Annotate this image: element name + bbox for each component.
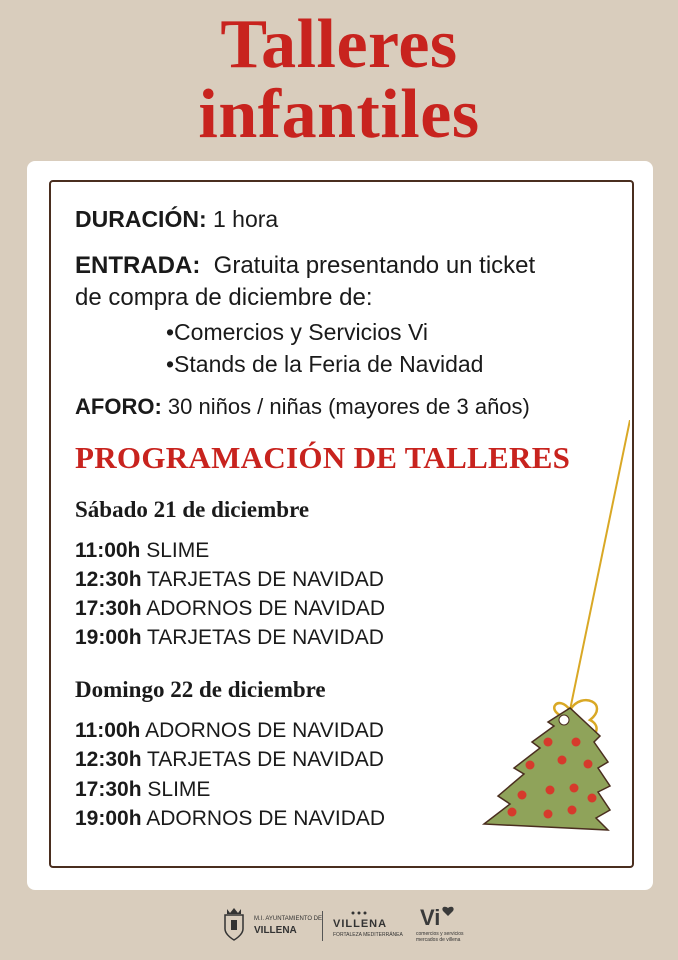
vi-logo-text: Vi — [420, 905, 441, 930]
footer-logos — [222, 905, 462, 945]
villena-subtitle: FORTALEZA MEDITERRÁNEA — [333, 932, 403, 938]
city-shield-icon — [222, 907, 246, 941]
slot-activity: SLIME — [146, 539, 210, 562]
schedule-row — [75, 539, 209, 563]
aforo-value: 30 niños / niñas (mayores de 3 años) — [167, 394, 530, 419]
programacion-title: PROGRAMACIÓN DE TALLERES — [75, 440, 571, 475]
schedule-row — [75, 807, 385, 831]
slot-activity: ADORNOS DE NAVIDAD — [146, 807, 386, 830]
schedule-row — [75, 719, 384, 743]
slot-time: 17:30h — [75, 597, 142, 620]
slot-time: 19:00h — [75, 807, 142, 830]
heart-icon — [442, 906, 454, 916]
schedule-row — [75, 626, 384, 650]
slot-time: 11:00h — [75, 719, 141, 742]
slot-time: 11:00h — [75, 539, 141, 562]
slot-activity: ADORNOS DE NAVIDAD — [146, 597, 386, 620]
slot-time: 17:30h — [75, 778, 142, 801]
bullet-item: •Stands de la Feria de Navidad — [166, 351, 484, 377]
slot-activity: TARJETAS DE NAVIDAD — [147, 626, 384, 649]
day-heading: Sábado 21 de diciembre — [75, 497, 310, 522]
duracion-value: 1 hora — [213, 206, 279, 232]
slot-activity: SLIME — [147, 778, 211, 801]
christmas-tree-ornament-icon — [470, 420, 630, 850]
slot-activity: TARJETAS DE NAVIDAD — [147, 748, 384, 771]
slot-activity: ADORNOS DE NAVIDAD — [145, 719, 384, 742]
footer-divider — [322, 911, 323, 941]
schedule-row — [75, 597, 385, 621]
day-heading: Domingo 22 de diciembre — [75, 677, 326, 702]
ayto-line-2: VILLENA — [254, 925, 297, 936]
aforo-label: AFORO: — [75, 394, 162, 419]
vi-subtitle-1: comercios y servicios — [416, 931, 464, 937]
vi-subtitle-2: mercados de villena — [416, 937, 461, 943]
duracion-row — [75, 206, 278, 233]
entrada-value-line-2: de compra de diciembre de: — [75, 284, 373, 311]
schedule-row — [75, 748, 384, 772]
slot-time: 12:30h — [75, 568, 142, 591]
entrada-value-line-1: Gratuita presentando un ticket — [213, 252, 536, 279]
slot-time: 12:30h — [75, 748, 142, 771]
slot-activity: TARJETAS DE NAVIDAD — [147, 568, 384, 591]
aforo-row — [75, 394, 530, 420]
title-line-1: Talleres — [220, 6, 458, 83]
ayto-line-1: M.I. AYUNTAMIENTO DE — [254, 916, 323, 922]
bullet-item: •Comercios y Servicios Vi — [166, 319, 428, 345]
entrada-label: ENTRADA: — [75, 252, 201, 279]
title-line-2: infantiles — [198, 76, 480, 153]
entrada-row — [75, 252, 535, 280]
dots-icon — [350, 909, 368, 917]
schedule-row — [75, 568, 384, 592]
slot-time: 19:00h — [75, 626, 142, 649]
schedule-row — [75, 778, 210, 802]
villena-logo-text: VILLENA — [333, 918, 388, 930]
duracion-label: DURACIÓN: — [75, 206, 207, 232]
